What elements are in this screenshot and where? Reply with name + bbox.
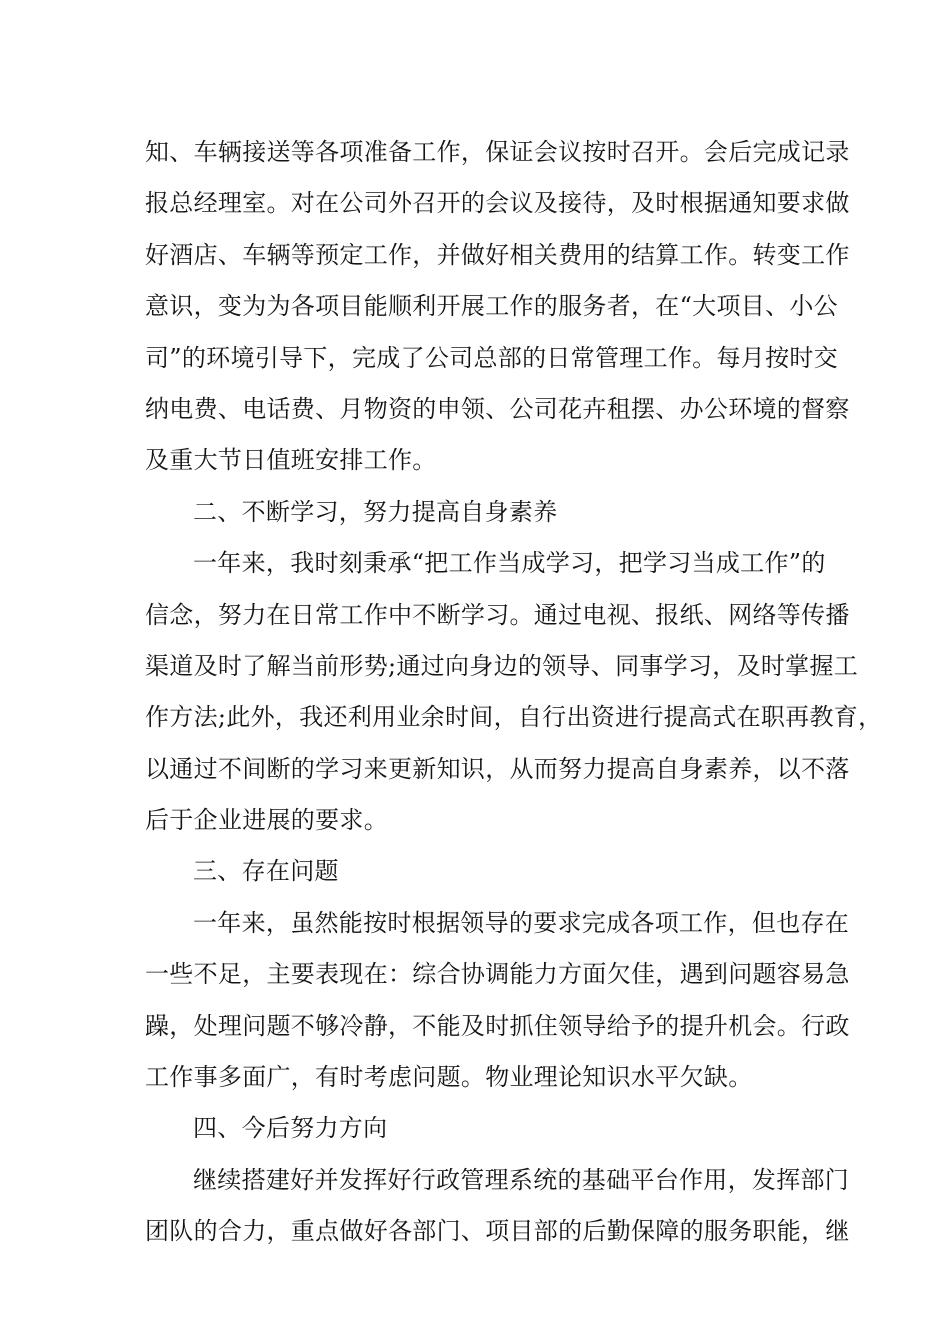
paragraph-line: 工作事多面广，有时考虑问题。物业理论知识水平欠缺。 bbox=[145, 1063, 753, 1092]
paragraph-3 bbox=[145, 898, 850, 1104]
paragraph-line: 及重大节日值班安排工作。 bbox=[145, 446, 437, 475]
paragraph-line: 一年来，我时刻秉承“把工作当成学习，把学习当成工作”的 bbox=[193, 549, 826, 578]
paragraph-line: 以通过不间断的学习来更新知识，从而努力提高自身素养，以不落 bbox=[145, 754, 850, 783]
paragraph-4 bbox=[145, 1155, 850, 1258]
paragraph-line: 好酒店、车辆等预定工作，并做好相关费用的结算工作。转变工作 bbox=[145, 240, 850, 269]
paragraph-line: 一年来，虽然能按时根据领导的要求完成各项工作，但也存在 bbox=[193, 908, 850, 937]
section-heading-3: 三、存在问题 bbox=[193, 857, 339, 886]
paragraph-1 bbox=[145, 127, 850, 487]
paragraph-line: 知、车辆接送等各项准备工作，保证会议按时召开。会后完成记录 bbox=[145, 138, 850, 166]
paragraph-line: 作方法;此外，我还利用业余时间，自行出资进行提高式在职再教育， bbox=[145, 703, 883, 732]
paragraph-line: 意识，变为为各项目能顺利开展工作的服务者，在“大项目、小公 bbox=[145, 292, 838, 321]
paragraph-line: 后于企业进展的要求。 bbox=[145, 806, 388, 835]
paragraph-line: 躁，处理问题不够冷静，不能及时抓住领导给予的提升机会。行政 bbox=[145, 1011, 850, 1040]
section-heading-2: 二、不断学习，努力提高自身素养 bbox=[193, 497, 558, 526]
paragraph-line: 纳电费、电话费、月物资的申领、公司花卉租摆、办公环境的督察 bbox=[145, 394, 850, 423]
paragraph-line: 司”的环境引导下，完成了公司总部的日常管理工作。每月按时交 bbox=[145, 343, 838, 372]
paragraph-line: 一些不足，主要表现在：综合协调能力方面欠佳，遇到问题容易急 bbox=[145, 960, 850, 989]
paragraph-line: 报总经理室。对在公司外召开的会议及接待，及时根据通知要求做 bbox=[145, 189, 850, 218]
paragraph-2 bbox=[145, 538, 883, 846]
paragraph-line: 渠道及时了解当前形势;通过向身边的领导、同事学习，及时掌握工 bbox=[145, 651, 859, 680]
paragraph-line: 继续搭建好并发挥好行政管理系统的基础平台作用，发挥部门 bbox=[193, 1165, 850, 1194]
paragraph-line: 团队的合力，重点做好各部门、项目部的后勤保障的服务职能，继 bbox=[145, 1217, 850, 1246]
section-heading-4: 四、今后努力方向 bbox=[193, 1114, 388, 1143]
paragraph-line: 信念，努力在日常工作中不断学习。通过电视、报纸、网络等传播 bbox=[145, 600, 850, 629]
document-body bbox=[145, 127, 883, 1258]
